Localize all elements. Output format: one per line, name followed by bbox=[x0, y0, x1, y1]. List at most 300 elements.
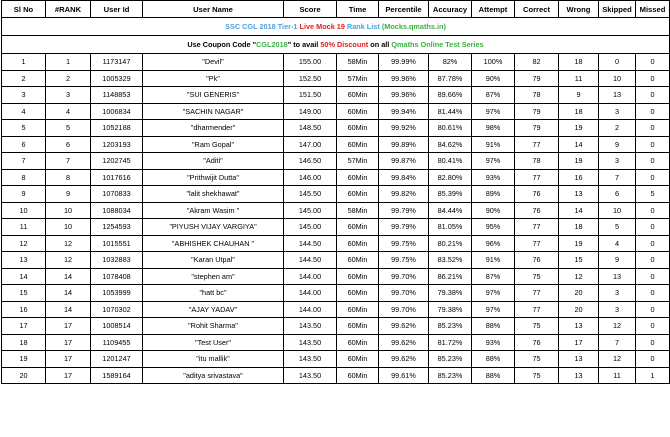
cell-time: 60Min bbox=[337, 367, 379, 384]
cell-missed: 0 bbox=[636, 87, 670, 104]
cell-accuracy: 84.44% bbox=[429, 202, 472, 219]
cell-wrong: 18 bbox=[559, 54, 599, 71]
cell-time: 60Min bbox=[337, 136, 379, 153]
cell-rank: 14 bbox=[46, 301, 91, 318]
cell-correct: 79 bbox=[515, 70, 559, 87]
cell-user-id: 1148853 bbox=[91, 87, 143, 104]
cell-skipped: 10 bbox=[599, 202, 636, 219]
cell-attempt: 88% bbox=[472, 318, 515, 335]
cell-wrong: 14 bbox=[559, 202, 599, 219]
cell-attempt: 90% bbox=[472, 70, 515, 87]
cell-correct: 75 bbox=[515, 367, 559, 384]
cell-rank: 12 bbox=[46, 235, 91, 252]
cell-accuracy: 83.52% bbox=[429, 252, 472, 269]
cell-accuracy: 84.62% bbox=[429, 136, 472, 153]
cell-user-name: "hatt bc" bbox=[143, 285, 284, 302]
cell-rank: 7 bbox=[46, 153, 91, 170]
cell-user-name: "stephen am" bbox=[143, 268, 284, 285]
cell-user-id: 1070302 bbox=[91, 301, 143, 318]
cell-sl-no: 13 bbox=[2, 252, 46, 269]
cell-score: 147.00 bbox=[284, 136, 337, 153]
cell-accuracy: 80.21% bbox=[429, 235, 472, 252]
cell-sl-no: 8 bbox=[2, 169, 46, 186]
cell-attempt: 96% bbox=[472, 235, 515, 252]
cell-attempt: 98% bbox=[472, 120, 515, 137]
table-row bbox=[2, 219, 670, 236]
title-segment: Rank List bbox=[346, 22, 382, 31]
cell-rank: 6 bbox=[46, 136, 91, 153]
cell-wrong: 19 bbox=[559, 235, 599, 252]
cell-accuracy: 81.05% bbox=[429, 219, 472, 236]
cell-skipped: 3 bbox=[599, 103, 636, 120]
cell-missed: 0 bbox=[636, 219, 670, 236]
cell-sl-no: 7 bbox=[2, 153, 46, 170]
cell-sl-no: 19 bbox=[2, 351, 46, 368]
cell-user-id: 1173147 bbox=[91, 54, 143, 71]
col-header-attempt: Attempt bbox=[472, 1, 515, 18]
title-banner bbox=[2, 18, 670, 36]
cell-missed: 0 bbox=[636, 252, 670, 269]
cell-percentile: 99.75% bbox=[379, 252, 429, 269]
cell-rank: 2 bbox=[46, 70, 91, 87]
cell-skipped: 7 bbox=[599, 334, 636, 351]
cell-sl-no: 4 bbox=[2, 103, 46, 120]
cell-accuracy: 87.78% bbox=[429, 70, 472, 87]
cell-user-id: 1109455 bbox=[91, 334, 143, 351]
cell-sl-no: 12 bbox=[2, 235, 46, 252]
cell-sl-no: 18 bbox=[2, 334, 46, 351]
cell-user-id: 1203193 bbox=[91, 136, 143, 153]
cell-wrong: 18 bbox=[559, 103, 599, 120]
cell-attempt: 91% bbox=[472, 136, 515, 153]
cell-time: 58Min bbox=[337, 54, 379, 71]
col-header-user-name: User Name bbox=[143, 1, 284, 18]
cell-wrong: 20 bbox=[559, 285, 599, 302]
rank-list-table bbox=[1, 0, 670, 384]
cell-skipped: 7 bbox=[599, 169, 636, 186]
cell-accuracy: 86.21% bbox=[429, 268, 472, 285]
cell-user-id: 1052188 bbox=[91, 120, 143, 137]
col-header-skipped: Skipped bbox=[599, 1, 636, 18]
cell-percentile: 99.96% bbox=[379, 87, 429, 104]
cell-accuracy: 82% bbox=[429, 54, 472, 71]
cell-sl-no: 15 bbox=[2, 285, 46, 302]
cell-score: 143.50 bbox=[284, 334, 337, 351]
cell-wrong: 19 bbox=[559, 153, 599, 170]
cell-rank: 3 bbox=[46, 87, 91, 104]
cell-attempt: 88% bbox=[472, 351, 515, 368]
cell-score: 145.50 bbox=[284, 186, 337, 203]
cell-user-name: "Prithwijit Dutta" bbox=[143, 169, 284, 186]
cell-accuracy: 79.38% bbox=[429, 285, 472, 302]
cell-score: 143.50 bbox=[284, 367, 337, 384]
cell-attempt: 87% bbox=[472, 268, 515, 285]
cell-correct: 77 bbox=[515, 285, 559, 302]
coupon-banner bbox=[2, 36, 670, 54]
cell-accuracy: 81.44% bbox=[429, 103, 472, 120]
cell-percentile: 99.92% bbox=[379, 120, 429, 137]
table-row bbox=[2, 235, 670, 252]
cell-skipped: 13 bbox=[599, 268, 636, 285]
cell-score: 143.50 bbox=[284, 351, 337, 368]
cell-user-name: "Karan Utpal" bbox=[143, 252, 284, 269]
table-row bbox=[2, 334, 670, 351]
cell-rank: 17 bbox=[46, 351, 91, 368]
col-header-wrong: Wrong bbox=[559, 1, 599, 18]
cell-attempt: 93% bbox=[472, 169, 515, 186]
cell-user-id: 1254593 bbox=[91, 219, 143, 236]
cell-percentile: 99.70% bbox=[379, 268, 429, 285]
cell-user-name: "SUI GENERIS" bbox=[143, 87, 284, 104]
cell-user-name: "Devil" bbox=[143, 54, 284, 71]
cell-score: 148.50 bbox=[284, 120, 337, 137]
cell-percentile: 99.62% bbox=[379, 351, 429, 368]
cell-user-name: "Pk" bbox=[143, 70, 284, 87]
cell-skipped: 0 bbox=[599, 54, 636, 71]
cell-score: 143.50 bbox=[284, 318, 337, 335]
cell-rank: 12 bbox=[46, 252, 91, 269]
cell-attempt: 97% bbox=[472, 103, 515, 120]
cell-rank: 1 bbox=[46, 54, 91, 71]
cell-attempt: 93% bbox=[472, 334, 515, 351]
cell-percentile: 99.79% bbox=[379, 219, 429, 236]
cell-missed: 0 bbox=[636, 285, 670, 302]
cell-time: 57Min bbox=[337, 153, 379, 170]
cell-accuracy: 85.23% bbox=[429, 367, 472, 384]
cell-wrong: 11 bbox=[559, 70, 599, 87]
title-segment: (Mocks.qmaths.in) bbox=[381, 22, 446, 31]
cell-attempt: 89% bbox=[472, 186, 515, 203]
cell-sl-no: 10 bbox=[2, 202, 46, 219]
col-header-missed: Missed bbox=[636, 1, 670, 18]
cell-skipped: 12 bbox=[599, 351, 636, 368]
table-row bbox=[2, 367, 670, 384]
cell-correct: 77 bbox=[515, 219, 559, 236]
cell-accuracy: 79.38% bbox=[429, 301, 472, 318]
cell-correct: 75 bbox=[515, 268, 559, 285]
cell-skipped: 12 bbox=[599, 318, 636, 335]
cell-time: 60Min bbox=[337, 268, 379, 285]
table-row bbox=[2, 54, 670, 71]
cell-score: 144.50 bbox=[284, 252, 337, 269]
table-row bbox=[2, 120, 670, 137]
cell-attempt: 91% bbox=[472, 252, 515, 269]
cell-user-name: "Ram Gopal" bbox=[143, 136, 284, 153]
coupon-segment: 50% Discount bbox=[320, 40, 369, 49]
cell-accuracy: 80.41% bbox=[429, 153, 472, 170]
title-segment: Live Mock 19 bbox=[299, 22, 347, 31]
cell-sl-no: 6 bbox=[2, 136, 46, 153]
cell-sl-no: 17 bbox=[2, 318, 46, 335]
cell-attempt: 87% bbox=[472, 87, 515, 104]
cell-wrong: 20 bbox=[559, 301, 599, 318]
cell-attempt: 97% bbox=[472, 285, 515, 302]
cell-correct: 76 bbox=[515, 334, 559, 351]
cell-correct: 78 bbox=[515, 153, 559, 170]
cell-score: 152.50 bbox=[284, 70, 337, 87]
cell-time: 57Min bbox=[337, 70, 379, 87]
coupon-segment: " to avail bbox=[287, 40, 321, 49]
cell-user-id: 1202745 bbox=[91, 153, 143, 170]
cell-score: 144.00 bbox=[284, 285, 337, 302]
cell-score: 144.50 bbox=[284, 235, 337, 252]
cell-rank: 9 bbox=[46, 186, 91, 203]
cell-time: 60Min bbox=[337, 252, 379, 269]
cell-correct: 77 bbox=[515, 235, 559, 252]
cell-score: 144.00 bbox=[284, 268, 337, 285]
cell-skipped: 3 bbox=[599, 301, 636, 318]
cell-percentile: 99.70% bbox=[379, 301, 429, 318]
cell-missed: 0 bbox=[636, 202, 670, 219]
cell-percentile: 99.75% bbox=[379, 235, 429, 252]
cell-wrong: 12 bbox=[559, 268, 599, 285]
title-segment: SSC CGL 2018 Tier-1 bbox=[225, 22, 300, 31]
cell-attempt: 90% bbox=[472, 202, 515, 219]
header-row bbox=[2, 1, 670, 18]
cell-skipped: 3 bbox=[599, 285, 636, 302]
cell-score: 146.00 bbox=[284, 169, 337, 186]
coupon-segment: Use Coupon Code " bbox=[187, 40, 257, 49]
table-row bbox=[2, 252, 670, 269]
cell-time: 60Min bbox=[337, 351, 379, 368]
cell-wrong: 13 bbox=[559, 351, 599, 368]
cell-accuracy: 81.72% bbox=[429, 334, 472, 351]
cell-user-id: 1088034 bbox=[91, 202, 143, 219]
cell-rank: 5 bbox=[46, 120, 91, 137]
cell-skipped: 5 bbox=[599, 219, 636, 236]
cell-correct: 75 bbox=[515, 318, 559, 335]
cell-user-name: "Aditi" bbox=[143, 153, 284, 170]
cell-wrong: 13 bbox=[559, 318, 599, 335]
cell-missed: 0 bbox=[636, 136, 670, 153]
cell-user-id: 1078408 bbox=[91, 268, 143, 285]
cell-sl-no: 9 bbox=[2, 186, 46, 203]
cell-correct: 78 bbox=[515, 87, 559, 104]
col-header-percentile: Percentile bbox=[379, 1, 429, 18]
cell-percentile: 99.87% bbox=[379, 153, 429, 170]
cell-time: 60Min bbox=[337, 334, 379, 351]
cell-correct: 77 bbox=[515, 301, 559, 318]
cell-wrong: 9 bbox=[559, 87, 599, 104]
cell-wrong: 14 bbox=[559, 136, 599, 153]
cell-user-id: 1015551 bbox=[91, 235, 143, 252]
cell-user-id: 1053999 bbox=[91, 285, 143, 302]
cell-rank: 10 bbox=[46, 202, 91, 219]
cell-wrong: 13 bbox=[559, 367, 599, 384]
cell-time: 60Min bbox=[337, 219, 379, 236]
table-row bbox=[2, 153, 670, 170]
cell-time: 60Min bbox=[337, 87, 379, 104]
cell-correct: 79 bbox=[515, 103, 559, 120]
cell-correct: 75 bbox=[515, 351, 559, 368]
col-header-score: Score bbox=[284, 1, 337, 18]
cell-score: 144.00 bbox=[284, 301, 337, 318]
coupon-banner-row bbox=[2, 36, 670, 54]
cell-score: 149.00 bbox=[284, 103, 337, 120]
cell-accuracy: 80.61% bbox=[429, 120, 472, 137]
cell-accuracy: 82.80% bbox=[429, 169, 472, 186]
cell-time: 60Min bbox=[337, 301, 379, 318]
cell-time: 60Min bbox=[337, 235, 379, 252]
cell-user-id: 1006834 bbox=[91, 103, 143, 120]
cell-user-name: "aditya srivastava" bbox=[143, 367, 284, 384]
cell-user-id: 1017616 bbox=[91, 169, 143, 186]
cell-sl-no: 11 bbox=[2, 219, 46, 236]
cell-missed: 0 bbox=[636, 103, 670, 120]
cell-user-name: "PIYUSH VIJAY VARGIYA" bbox=[143, 219, 284, 236]
cell-percentile: 99.61% bbox=[379, 367, 429, 384]
cell-skipped: 2 bbox=[599, 120, 636, 137]
cell-wrong: 16 bbox=[559, 169, 599, 186]
cell-accuracy: 85.23% bbox=[429, 351, 472, 368]
cell-percentile: 99.89% bbox=[379, 136, 429, 153]
cell-sl-no: 5 bbox=[2, 120, 46, 137]
cell-score: 146.50 bbox=[284, 153, 337, 170]
cell-wrong: 18 bbox=[559, 219, 599, 236]
cell-accuracy: 85.39% bbox=[429, 186, 472, 203]
cell-sl-no: 2 bbox=[2, 70, 46, 87]
cell-wrong: 15 bbox=[559, 252, 599, 269]
cell-percentile: 99.79% bbox=[379, 202, 429, 219]
table-row bbox=[2, 169, 670, 186]
col-header-rank: #RANK bbox=[46, 1, 91, 18]
cell-score: 155.00 bbox=[284, 54, 337, 71]
cell-correct: 77 bbox=[515, 169, 559, 186]
cell-missed: 0 bbox=[636, 120, 670, 137]
cell-user-id: 1005329 bbox=[91, 70, 143, 87]
cell-sl-no: 20 bbox=[2, 367, 46, 384]
table-row bbox=[2, 87, 670, 104]
cell-user-name: "SACHIN NAGAR" bbox=[143, 103, 284, 120]
cell-time: 60Min bbox=[337, 285, 379, 302]
cell-missed: 0 bbox=[636, 334, 670, 351]
cell-missed: 0 bbox=[636, 301, 670, 318]
cell-attempt: 97% bbox=[472, 301, 515, 318]
cell-missed: 0 bbox=[636, 169, 670, 186]
col-header-accuracy: Accuracy bbox=[429, 1, 472, 18]
cell-rank: 17 bbox=[46, 367, 91, 384]
cell-user-id: 1008514 bbox=[91, 318, 143, 335]
coupon-segment: on all bbox=[368, 40, 392, 49]
cell-percentile: 99.62% bbox=[379, 318, 429, 335]
cell-wrong: 13 bbox=[559, 186, 599, 203]
cell-user-id: 1201247 bbox=[91, 351, 143, 368]
cell-missed: 0 bbox=[636, 54, 670, 71]
cell-attempt: 100% bbox=[472, 54, 515, 71]
cell-correct: 82 bbox=[515, 54, 559, 71]
cell-percentile: 99.82% bbox=[379, 186, 429, 203]
table-row bbox=[2, 136, 670, 153]
col-header-user-id: User Id bbox=[91, 1, 143, 18]
table-row bbox=[2, 186, 670, 203]
cell-skipped: 9 bbox=[599, 136, 636, 153]
cell-time: 60Min bbox=[337, 169, 379, 186]
cell-skipped: 11 bbox=[599, 367, 636, 384]
cell-user-name: "lalit shekhawat" bbox=[143, 186, 284, 203]
cell-accuracy: 85.23% bbox=[429, 318, 472, 335]
cell-correct: 77 bbox=[515, 136, 559, 153]
cell-time: 58Min bbox=[337, 202, 379, 219]
cell-attempt: 95% bbox=[472, 219, 515, 236]
cell-missed: 5 bbox=[636, 186, 670, 203]
cell-correct: 79 bbox=[515, 120, 559, 137]
cell-score: 151.50 bbox=[284, 87, 337, 104]
cell-user-id: 1032883 bbox=[91, 252, 143, 269]
cell-rank: 17 bbox=[46, 318, 91, 335]
cell-user-name: "ABHISHEK CHAUHAN " bbox=[143, 235, 284, 252]
col-header-sl-no: Sl No bbox=[2, 1, 46, 18]
cell-missed: 0 bbox=[636, 268, 670, 285]
cell-missed: 0 bbox=[636, 153, 670, 170]
cell-user-id: 1070833 bbox=[91, 186, 143, 203]
cell-sl-no: 14 bbox=[2, 268, 46, 285]
cell-rank: 10 bbox=[46, 219, 91, 236]
table-row bbox=[2, 70, 670, 87]
cell-time: 60Min bbox=[337, 120, 379, 137]
title-banner-row bbox=[2, 18, 670, 36]
table-row bbox=[2, 103, 670, 120]
cell-user-name: "Test User" bbox=[143, 334, 284, 351]
cell-user-name: "Akram Wasim " bbox=[143, 202, 284, 219]
cell-wrong: 17 bbox=[559, 334, 599, 351]
table-row bbox=[2, 351, 670, 368]
cell-wrong: 19 bbox=[559, 120, 599, 137]
col-header-time: Time bbox=[337, 1, 379, 18]
cell-percentile: 99.94% bbox=[379, 103, 429, 120]
cell-sl-no: 16 bbox=[2, 301, 46, 318]
table-row bbox=[2, 301, 670, 318]
cell-missed: 0 bbox=[636, 70, 670, 87]
cell-skipped: 3 bbox=[599, 153, 636, 170]
cell-score: 145.00 bbox=[284, 219, 337, 236]
cell-skipped: 6 bbox=[599, 186, 636, 203]
table-row bbox=[2, 285, 670, 302]
coupon-segment: CGL2018 bbox=[256, 40, 288, 49]
cell-percentile: 99.99% bbox=[379, 54, 429, 71]
table-row bbox=[2, 202, 670, 219]
col-header-correct: Correct bbox=[515, 1, 559, 18]
cell-accuracy: 89.66% bbox=[429, 87, 472, 104]
cell-missed: 0 bbox=[636, 235, 670, 252]
cell-user-name: "dharmender" bbox=[143, 120, 284, 137]
cell-skipped: 4 bbox=[599, 235, 636, 252]
cell-rank: 14 bbox=[46, 268, 91, 285]
cell-rank: 8 bbox=[46, 169, 91, 186]
cell-rank: 14 bbox=[46, 285, 91, 302]
cell-user-name: "Rohit Sharma" bbox=[143, 318, 284, 335]
cell-attempt: 88% bbox=[472, 367, 515, 384]
cell-time: 60Min bbox=[337, 318, 379, 335]
cell-score: 145.00 bbox=[284, 202, 337, 219]
coupon-segment: Qmaths Online Test Series bbox=[391, 40, 484, 49]
cell-user-name: "itu mallik" bbox=[143, 351, 284, 368]
cell-rank: 4 bbox=[46, 103, 91, 120]
cell-percentile: 99.62% bbox=[379, 334, 429, 351]
cell-user-name: "AJAY YADAV" bbox=[143, 301, 284, 318]
cell-correct: 76 bbox=[515, 202, 559, 219]
cell-skipped: 13 bbox=[599, 87, 636, 104]
cell-skipped: 9 bbox=[599, 252, 636, 269]
cell-time: 60Min bbox=[337, 186, 379, 203]
cell-time: 60Min bbox=[337, 103, 379, 120]
table-row bbox=[2, 318, 670, 335]
cell-correct: 76 bbox=[515, 186, 559, 203]
cell-percentile: 99.84% bbox=[379, 169, 429, 186]
cell-missed: 0 bbox=[636, 351, 670, 368]
cell-missed: 0 bbox=[636, 318, 670, 335]
cell-user-id: 1589164 bbox=[91, 367, 143, 384]
cell-percentile: 99.70% bbox=[379, 285, 429, 302]
